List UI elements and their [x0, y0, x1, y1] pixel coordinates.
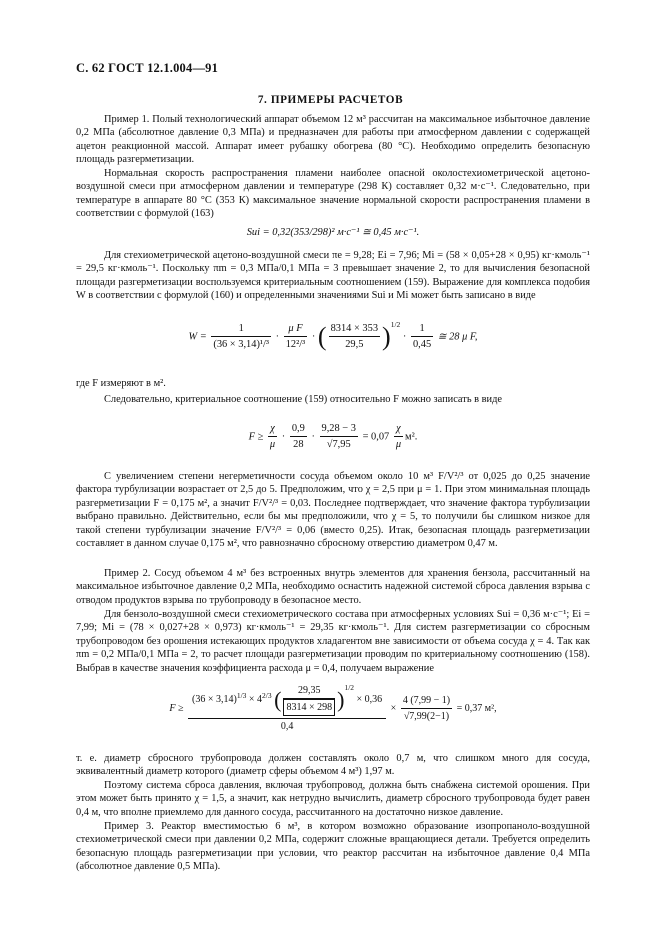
paragraph-where-f	[76, 377, 590, 390]
exponent: 1/3	[236, 690, 247, 700]
denominator: μ	[269, 439, 276, 451]
formula-163: Sui = 0,32(353/298)² м·с⁻¹ ≅ 0,45 м·с⁻¹.	[246, 227, 420, 238]
paragraph-text: т. е. диаметр сбросного трубопровода должен составлять около 0,7 м, что слишком много для сосуда, эквивалентный диаметр которого (диаметр сферы объемом 4 м³) 1,97 м.	[76, 753, 590, 778]
paragraph-benzene-mixture	[76, 608, 590, 675]
paragraph-text: Для бензоло-воздушной смеси стехиометрического состава при атмосферных условиях Sui = 0,36 м·с⁻¹; Ei = 7,99; Mi = (78 × 0,027+28 × 0,973) кг·кмоль⁻¹ = 29,35 кг·кмоль⁻¹. Для систем разгерметизации со сбросным трубопроводом без орошения истекающих продуктов хладагентом вне зависимости от объема сосуда χ = 4. Так как πm = 0,2 МПа/0,1 МПа = 2, то расчет площади разгерметизации проводим по критериальному соотношению (158). Выбрав в качестве значения коэффициента расхода μ = 0,4, получаем выражение	[76, 609, 590, 674]
denominator: 28	[293, 439, 304, 451]
formula-rhs: = 0,37 м²,	[456, 702, 497, 714]
fraction	[320, 422, 358, 452]
denominator: 12²/³	[285, 339, 306, 351]
denominator: 0,4	[280, 720, 294, 732]
paragraph-example-1	[76, 113, 590, 167]
formula-158-f: F ≥ $(36 \times 3,14)^{1/3} \times 4^{2/3}$ ( $\frac{29,35}{8314 \times 298}$ )$^{1/2}$ × 0,36 0,4 × $\frac{4 (7,99 - 1)}{√7,99(2-1)}$ = 0,37 м²,	[169, 682, 497, 732]
formula-rhs: = 0,07	[362, 431, 390, 443]
numerator: 0,9	[290, 422, 307, 437]
exponent: 2/3	[262, 690, 272, 700]
numerator: 1	[411, 322, 433, 337]
paragraph-example-2	[76, 567, 590, 607]
denominator: 8314 × 298	[283, 699, 335, 715]
paragraph-turbulization	[76, 470, 590, 550]
page-header: С. 62 ГОСТ 12.1.004—91	[76, 61, 219, 75]
unit: м².	[405, 431, 418, 443]
paragraph-irrigation	[76, 779, 590, 819]
formula-lhs: W =	[188, 331, 207, 343]
formula-rhs: ≅ 28 μ F,	[437, 331, 478, 343]
term: × 0,36	[356, 694, 383, 706]
numerator: χ	[394, 422, 403, 437]
formula-lhs: F ≥	[169, 702, 184, 714]
fraction	[394, 422, 403, 452]
numerator: $(36 \times 3,14)^{1/3} \times 4^{2/3}$ ( $\frac{29,35}{8314 \times 298}$ )$^{1/2}$ × 0,36	[188, 684, 386, 719]
fraction	[411, 322, 433, 352]
denominator: 0,45	[412, 339, 432, 351]
paragraph-text: Следовательно, критериальное соотношение (159) относительно F можно записать в виде	[104, 394, 503, 405]
fraction	[290, 422, 307, 452]
denominator: (36 × 3,14)¹/³	[213, 339, 270, 351]
paragraph-acetone-mixture	[76, 249, 590, 303]
fraction	[211, 322, 271, 352]
paragraph-text: где F измеряют в м².	[76, 378, 166, 389]
exponent: 1/2	[344, 682, 355, 692]
paragraph-text: Поэтому система сброса давления, включая трубопровод, должна быть снабжена системой орошения. При этом может быть принято χ = 1,5, а значит, как нетрудно вычислить, диаметр сбросного трубопровода будет равен 0,4 м, что вполне приемлемо для данного сосуда, рассчитанного на достаточно низкое давление.	[76, 780, 590, 818]
fraction	[268, 422, 277, 452]
numerator: χ	[268, 422, 277, 437]
paragraph-text: Нормальная скорость распространения пламени наиболее опасной околостехиометрической ацетоно-воздушной смеси при атмосферном давлении и температуре (298 К) составляет 0,32 м·с⁻¹. Следовательно, при температуре в аппарате 80 °С (353 К) максимальное значение нормальной скорости распространения пламени в соответствии с формулой (163)	[76, 168, 590, 220]
paragraph-diameter	[76, 752, 590, 779]
paragraph-flame-speed	[76, 167, 590, 221]
fraction-inner	[283, 684, 335, 716]
fraction-main	[188, 684, 386, 733]
paragraph-text: С увеличением степени негерметичности сосуда объемом около 10 м³ F/V²/³ от 0,025 до 0,25 значение фактора турбулизации возрастает от 2,5 до 5. Предположим, что χ = 2,5 при μ = 1. При этом минимальная площадь разгерметизации F = 0,175 м², а значит F/V²/³ = 0,03. Последнее подтверждает, что значение фактора турбулизации выбрано правильно. Действительно, если бы мы предположили, что χ = 5, то получили бы слишком низкое для такой степени турбулизации значение F/V²/³ = 0,06 (вместо 0,25). Итак, безопасная площадь разгерметизации составляет в данном случае 0,175 м², что равнозначно сбросному отверстию диаметром 0,47 м.	[76, 471, 590, 550]
numerator: 8314 × 353	[329, 322, 380, 337]
formula-159-f: F ≥ $\frac{\chi}{\mu}$ · $\frac{0,9}{28}$ · $\frac{9,28 - 3}{√7,95}$ = 0,07 $\frac{\chi}{\mu}$ м².	[248, 423, 418, 451]
fraction	[401, 694, 452, 724]
denominator: √7,95	[326, 439, 351, 451]
numerator: 29,35	[283, 684, 335, 699]
paragraph-text: Пример 2. Сосуд объемом 4 м³ без встроенных внутрь элементов для хранения бензола, рассчитанный на максимальное избыточное давление 0,2 МПа, необходимо оснастить надежной системой сброса давления взрыва с отводом продуктов взрыва по трубопроводу в безопасное место.	[76, 568, 590, 606]
fraction	[284, 322, 308, 352]
paragraph-example-3	[76, 820, 590, 874]
fraction	[329, 322, 380, 352]
term: × 4	[248, 694, 263, 706]
paragraph-text: Пример 1. Полый технологический аппарат объемом 12 м³ рассчитан на максимальное избыточное давление 0,2 МПа (абсолютное давление 0,3 МПа) и предназначен для работы при атмосферном давлении с содержащей ацетон реакционной массой. Аппарат имеет рубашку обогрева (80 °С). Необходимо определить безопасную площадь разгерметизации.	[76, 114, 590, 166]
formula-lhs: F ≥	[248, 431, 264, 443]
exponent: 1/2	[390, 319, 401, 329]
formula-160-w: W = $\frac{1}{\text{(36 × 3,14)¹/³}}$ · $\frac{\text{μ F}}{\text{12²/³}}$ · ( $\frac{8314 \times 353}{29,5}$ )$^{1/2}$ · $\frac{1}{0,45}$ ≅ 28 μ F,	[188, 319, 478, 351]
numerator: μ F	[284, 322, 308, 337]
denominator: √7,99(2−1)	[403, 711, 450, 723]
paragraph-text: Пример 3. Реактор вместимостью 6 м³, в котором возможно образование изопропаноло-воздушной стехиометрической смеси при давлении 0,2 МПа, содержит сложные вращающиеся детали. Требуется определить безопасную площадь разгерметизации при условии, что реактор рассчитан на избыточное давление 0,4 МПа (абсолютное давление 0,5 МПа).	[76, 821, 590, 873]
numerator: 4 (7,99 − 1)	[401, 694, 452, 709]
denominator: 29,5	[345, 339, 364, 351]
section-title: 7. ПРИМЕРЫ РАСЧЕТОВ	[257, 94, 404, 106]
numerator: 9,28 − 3	[320, 422, 358, 437]
paragraph-criterion	[76, 393, 590, 406]
denominator: μ	[395, 439, 402, 451]
term: (36 × 3,14)	[192, 694, 237, 706]
numerator: 1	[211, 322, 271, 337]
paragraph-text: Для стехиометрической ацетоно-воздушной смеси πe = 9,28; Ei = 7,96; Mi = (58 × 0,05+28 × 0,95) кг·кмоль⁻¹ = 29,5 кг·кмоль⁻¹. Поскольку πm = 0,3 МПа/0,1 МПа = 3 превышает значение 2, то для вычисления безопасной площади разгерметизации воспользуемся критериальным соотношением (159). Выражение для комплекса подобия W в соответствии с формулой (160) и определенными значениями Sui и Mi может быть записано в виде	[76, 250, 590, 302]
